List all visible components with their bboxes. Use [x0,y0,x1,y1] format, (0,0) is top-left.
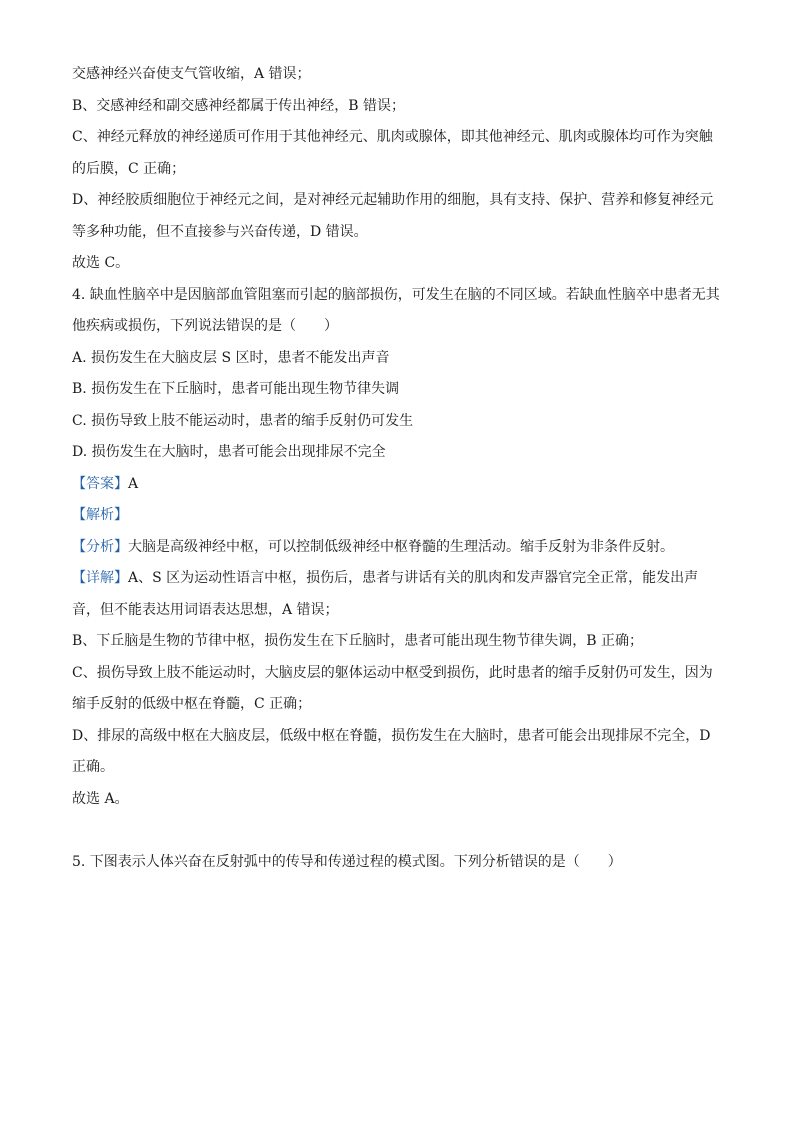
option-d: D. 损伤发生在大脑时，患者可能会出现排尿不完全 [72,444,386,460]
explanation-line: C、神经元释放的神经递质可作用于其他神经元、肌肉或腺体，即其他神经元、肌肉或腺体均可作为突触 [72,129,713,145]
xiangjie-tag: 【详解】 [72,570,128,586]
explanation-line: 的后膜，C 正确； [72,160,186,177]
question-5-stem: 5. 下图表示人体兴奋在反射弧中的传导和传递过程的模式图。下列分析错误的是（ ） [72,853,622,870]
spacer [72,818,722,850]
fenxi-tag: 【分析】 [72,538,128,555]
document-page [72,62,722,881]
conclusion-line: 故选 C。 [72,255,130,271]
question-4-stem-cont: 他疾病或损伤，下列说法错误的是（ ） [72,318,338,334]
option-b: B. 损伤发生在下丘脑时，患者可能出现生物节律失调 [72,381,400,397]
fenxi-line [72,535,722,567]
detail-line: 缩手反射的低级中枢在脊髓，C 正确； [72,696,312,712]
option-c: C. 损伤导致上肢不能运动时，患者的缩手反射仍可发生 [72,412,414,429]
option-a: A. 损伤发生在大脑皮层 S 区时，患者不能发出声音 [72,349,390,366]
answer-tag: 【答案】 [72,475,128,492]
analysis-heading [72,503,722,535]
detail-line: C、损伤导致上肢不能运动时，大脑皮层的躯体运动中枢受到损伤，此时患者的缩手反射仍可发生，因为 [72,664,713,681]
explanation-line: 交感神经兴奋使支气管收缩，A 错误； [72,66,311,82]
detail-line: 音，但不能表达用词语表达思想，A 错误； [72,601,339,618]
explanation-line: B、交感神经和副交感神经都属于传出神经，B 错误； [72,97,406,114]
answer-value: A [128,475,139,492]
explanation-line: 等多种功能，但不直接参与兴奋传递，D 错误。 [72,223,368,240]
question-4-stem: 4. 缺血性脑卒中是因脑部血管阻塞而引起的脑部损伤，可发生在脑的不同区域。若缺血性脑卒中患者无其 [72,286,720,303]
detail-line: B、下丘脑是生物的节律中枢，损伤发生在下丘脑时，患者可能出现生物节律失调，B 正确； [72,633,644,649]
xiangjie-text: A、S 区为运动性语言中枢，损伤后，患者与讲话有关的肌肉和发声器官完全正常，能发出声 [128,570,699,586]
analysis-tag: 【解析】 [72,507,128,523]
xiangjie-line [72,566,722,598]
conclusion-line: 故选 A。 [72,790,129,807]
explanation-line: D、神经胶质细胞位于神经元之间，是对神经元起辅助作用的细胞，具有支持、保护、营养和修复神经元 [72,192,714,208]
detail-line: 正确。 [72,759,114,775]
answer-line [72,472,722,504]
fenxi-text: 大脑是高级神经中枢，可以控制低级神经中枢脊髓的生理活动。缩手反射为非条件反射。 [128,538,674,555]
detail-line: D、排尿的高级中枢在大脑皮层，低级中枢在脊髓，损伤发生在大脑时，患者可能会出现排尿不完全，D [72,727,711,744]
